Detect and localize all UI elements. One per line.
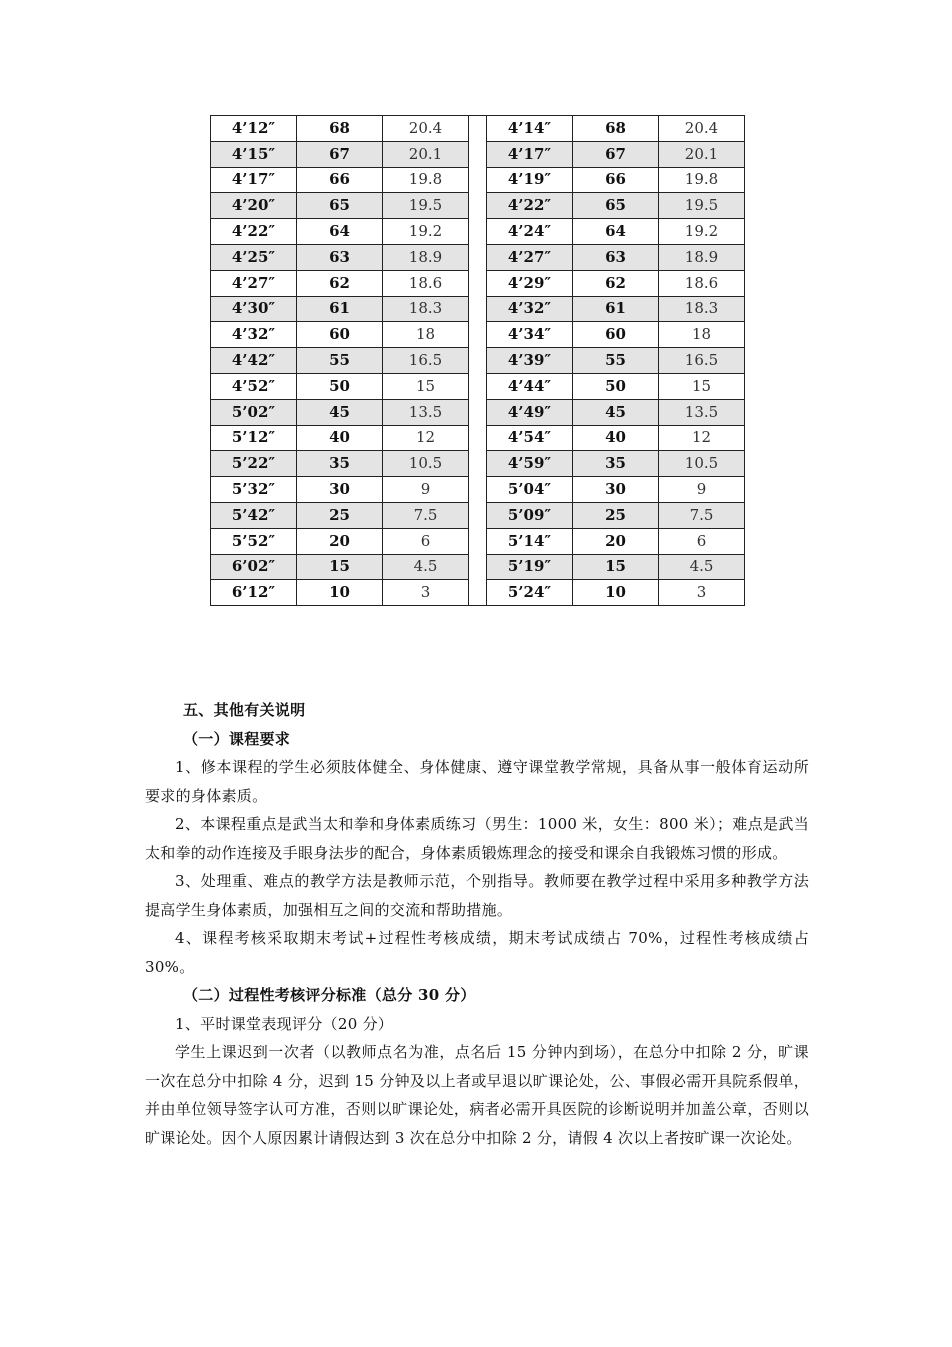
value-a-cell: 10.5 <box>383 451 469 477</box>
subsection-title-course-requirements: （一）课程要求 <box>183 729 291 748</box>
score-b-cell: 30 <box>573 477 659 503</box>
value-a-cell: 19.8 <box>383 167 469 193</box>
value-a-cell: 7.5 <box>383 502 469 528</box>
time-b-cell: 5’24″ <box>487 580 573 606</box>
score-a-cell: 10 <box>297 580 383 606</box>
value-a-cell: 18 <box>383 322 469 348</box>
column-gap <box>469 477 487 503</box>
table-row <box>211 451 745 477</box>
score-b-cell: 45 <box>573 399 659 425</box>
paragraph-6: 学生上课迟到一次者（以教师点名为准，点名后 15 分钟内到场），在总分中扣除 2 分，旷课一次在总分中扣除 4 分，迟到 15 分钟及以上者或早退以旷课论处，公、事假必需开具院系假单，并由单位领导签字认可方准，否则以旷课论处，病者必需开具医院的诊断说明并加盖公章，否则以旷课论处。因个人原因累计请假达到 3 次在总分中扣除 2 分，请假 4 次以上者按旷课一次论处。 <box>145 1043 809 1147</box>
subsection-title-assessment: （二）过程性考核评分标准（总分 30 分） <box>183 986 476 1004</box>
time-a-cell: 4’17″ <box>211 167 297 193</box>
score-a-cell: 62 <box>297 270 383 296</box>
time-a-cell: 5’32″ <box>211 477 297 503</box>
paragraph-5: 1、平时课堂表现评分（20 分） <box>175 1014 394 1033</box>
score-a-cell: 66 <box>297 167 383 193</box>
score-a-cell: 67 <box>297 141 383 167</box>
time-a-cell: 4’12″ <box>211 116 297 142</box>
value-b-cell: 15 <box>659 373 745 399</box>
value-b-cell: 18 <box>659 322 745 348</box>
table-row <box>211 322 745 348</box>
column-gap <box>469 116 487 142</box>
score-a-cell: 64 <box>297 219 383 245</box>
value-a-cell: 13.5 <box>383 399 469 425</box>
score-a-cell: 60 <box>297 322 383 348</box>
table-row <box>211 502 745 528</box>
table-row <box>211 528 745 554</box>
column-gap <box>469 580 487 606</box>
time-a-cell: 4’32″ <box>211 322 297 348</box>
score-a-cell: 20 <box>297 528 383 554</box>
score-b-cell: 40 <box>573 425 659 451</box>
time-a-cell: 5’42″ <box>211 502 297 528</box>
value-b-cell: 10.5 <box>659 451 745 477</box>
table-row <box>211 219 745 245</box>
value-b-cell: 3 <box>659 580 745 606</box>
value-b-cell: 19.2 <box>659 219 745 245</box>
time-a-cell: 5’22″ <box>211 451 297 477</box>
time-a-cell: 5’12″ <box>211 425 297 451</box>
score-a-cell: 15 <box>297 554 383 580</box>
time-b-cell: 4’27″ <box>487 244 573 270</box>
column-gap <box>469 348 487 374</box>
score-b-cell: 50 <box>573 373 659 399</box>
score-a-cell: 65 <box>297 193 383 219</box>
value-a-cell: 12 <box>383 425 469 451</box>
score-b-cell: 20 <box>573 528 659 554</box>
score-b-cell: 68 <box>573 116 659 142</box>
value-b-cell: 16.5 <box>659 348 745 374</box>
score-a-cell: 35 <box>297 451 383 477</box>
score-a-cell: 40 <box>297 425 383 451</box>
time-b-cell: 4’44″ <box>487 373 573 399</box>
score-b-cell: 15 <box>573 554 659 580</box>
value-b-cell: 18.6 <box>659 270 745 296</box>
column-gap <box>469 425 487 451</box>
value-a-cell: 19.2 <box>383 219 469 245</box>
column-gap <box>469 502 487 528</box>
table-row <box>211 270 745 296</box>
time-a-cell: 4’30″ <box>211 296 297 322</box>
time-b-cell: 4’29″ <box>487 270 573 296</box>
score-b-cell: 35 <box>573 451 659 477</box>
column-gap <box>469 322 487 348</box>
value-b-cell: 19.5 <box>659 193 745 219</box>
value-a-cell: 18.9 <box>383 244 469 270</box>
column-gap <box>469 167 487 193</box>
table-row <box>211 244 745 270</box>
value-a-cell: 6 <box>383 528 469 554</box>
time-a-cell: 4’20″ <box>211 193 297 219</box>
score-b-cell: 65 <box>573 193 659 219</box>
column-gap <box>469 219 487 245</box>
score-b-cell: 55 <box>573 348 659 374</box>
score-b-cell: 66 <box>573 167 659 193</box>
time-b-cell: 4’49″ <box>487 399 573 425</box>
value-a-cell: 18.6 <box>383 270 469 296</box>
column-gap <box>469 528 487 554</box>
score-a-cell: 45 <box>297 399 383 425</box>
column-gap <box>469 270 487 296</box>
value-a-cell: 20.1 <box>383 141 469 167</box>
table-row <box>211 116 745 142</box>
value-b-cell: 6 <box>659 528 745 554</box>
score-a-cell: 68 <box>297 116 383 142</box>
column-gap <box>469 193 487 219</box>
score-b-cell: 60 <box>573 322 659 348</box>
table-row <box>211 193 745 219</box>
value-b-cell: 18.3 <box>659 296 745 322</box>
time-a-cell: 4’52″ <box>211 373 297 399</box>
score-b-cell: 10 <box>573 580 659 606</box>
time-a-cell: 5’52″ <box>211 528 297 554</box>
table-row <box>211 580 745 606</box>
time-b-cell: 4’24″ <box>487 219 573 245</box>
score-b-cell: 64 <box>573 219 659 245</box>
value-a-cell: 4.5 <box>383 554 469 580</box>
paragraph-2: 2、本课程重点是武当太和拳和身体素质练习（男生：1000 米，女生：800 米）；难点是武当太和拳的动作连接及手眼身法步的配合，身体素质锻炼理念的接受和课余自我锻炼习惯的形成。 <box>145 815 809 862</box>
time-b-cell: 5’04″ <box>487 477 573 503</box>
score-b-cell: 61 <box>573 296 659 322</box>
value-a-cell: 15 <box>383 373 469 399</box>
notes-section <box>145 696 809 1152</box>
value-b-cell: 19.8 <box>659 167 745 193</box>
score-b-cell: 63 <box>573 244 659 270</box>
time-b-cell: 5’14″ <box>487 528 573 554</box>
time-b-cell: 4’59″ <box>487 451 573 477</box>
value-b-cell: 20.1 <box>659 141 745 167</box>
time-a-cell: 4’42″ <box>211 348 297 374</box>
time-a-cell: 5’02″ <box>211 399 297 425</box>
value-b-cell: 18.9 <box>659 244 745 270</box>
value-b-cell: 4.5 <box>659 554 745 580</box>
score-a-cell: 50 <box>297 373 383 399</box>
score-a-cell: 25 <box>297 502 383 528</box>
table-row <box>211 399 745 425</box>
value-a-cell: 16.5 <box>383 348 469 374</box>
value-b-cell: 13.5 <box>659 399 745 425</box>
value-b-cell: 9 <box>659 477 745 503</box>
time-b-cell: 5’19″ <box>487 554 573 580</box>
value-b-cell: 12 <box>659 425 745 451</box>
score-a-cell: 63 <box>297 244 383 270</box>
paragraph-3: 3、处理重、难点的教学方法是教师示范，个别指导。教师要在教学过程中采用多种教学方法提高学生身体素质，加强相互之间的交流和帮助措施。 <box>145 872 809 919</box>
time-b-cell: 4’34″ <box>487 322 573 348</box>
column-gap <box>469 451 487 477</box>
paragraph-4: 4、课程考核采取期末考试+过程性考核成绩，期末考试成绩占 70%，过程性考核成绩占 30%。 <box>145 929 809 976</box>
time-b-cell: 5’09″ <box>487 502 573 528</box>
score-table-body <box>211 116 745 606</box>
table-row <box>211 296 745 322</box>
time-a-cell: 6’12″ <box>211 580 297 606</box>
value-a-cell: 20.4 <box>383 116 469 142</box>
time-a-cell: 4’15″ <box>211 141 297 167</box>
paragraph-1: 1、修本课程的学生必须肢体健全、身体健康、遵守课堂教学常规，具备从事一般体育运动所要求的身体素质。 <box>145 758 809 805</box>
time-b-cell: 4’54″ <box>487 425 573 451</box>
value-a-cell: 3 <box>383 580 469 606</box>
table-row <box>211 167 745 193</box>
value-a-cell: 9 <box>383 477 469 503</box>
time-a-cell: 4’27″ <box>211 270 297 296</box>
value-a-cell: 18.3 <box>383 296 469 322</box>
table-row <box>211 348 745 374</box>
section-title: 五、其他有关说明 <box>183 701 306 719</box>
time-b-cell: 4’32″ <box>487 296 573 322</box>
time-b-cell: 4’14″ <box>487 116 573 142</box>
column-gap <box>469 244 487 270</box>
time-a-cell: 4’22″ <box>211 219 297 245</box>
time-a-cell: 4’25″ <box>211 244 297 270</box>
score-b-cell: 25 <box>573 502 659 528</box>
table-row <box>211 554 745 580</box>
value-a-cell: 19.5 <box>383 193 469 219</box>
score-a-cell: 30 <box>297 477 383 503</box>
time-b-cell: 4’39″ <box>487 348 573 374</box>
column-gap <box>469 554 487 580</box>
score-a-cell: 55 <box>297 348 383 374</box>
table-row <box>211 373 745 399</box>
time-b-cell: 4’19″ <box>487 167 573 193</box>
column-gap <box>469 296 487 322</box>
score-a-cell: 61 <box>297 296 383 322</box>
column-gap <box>469 373 487 399</box>
column-gap <box>469 399 487 425</box>
time-b-cell: 4’17″ <box>487 141 573 167</box>
score-table <box>210 115 745 606</box>
time-b-cell: 4’22″ <box>487 193 573 219</box>
time-a-cell: 6’02″ <box>211 554 297 580</box>
score-b-cell: 67 <box>573 141 659 167</box>
value-b-cell: 7.5 <box>659 502 745 528</box>
table-row <box>211 477 745 503</box>
column-gap <box>469 141 487 167</box>
value-b-cell: 20.4 <box>659 116 745 142</box>
table-row <box>211 425 745 451</box>
score-b-cell: 62 <box>573 270 659 296</box>
table-row <box>211 141 745 167</box>
